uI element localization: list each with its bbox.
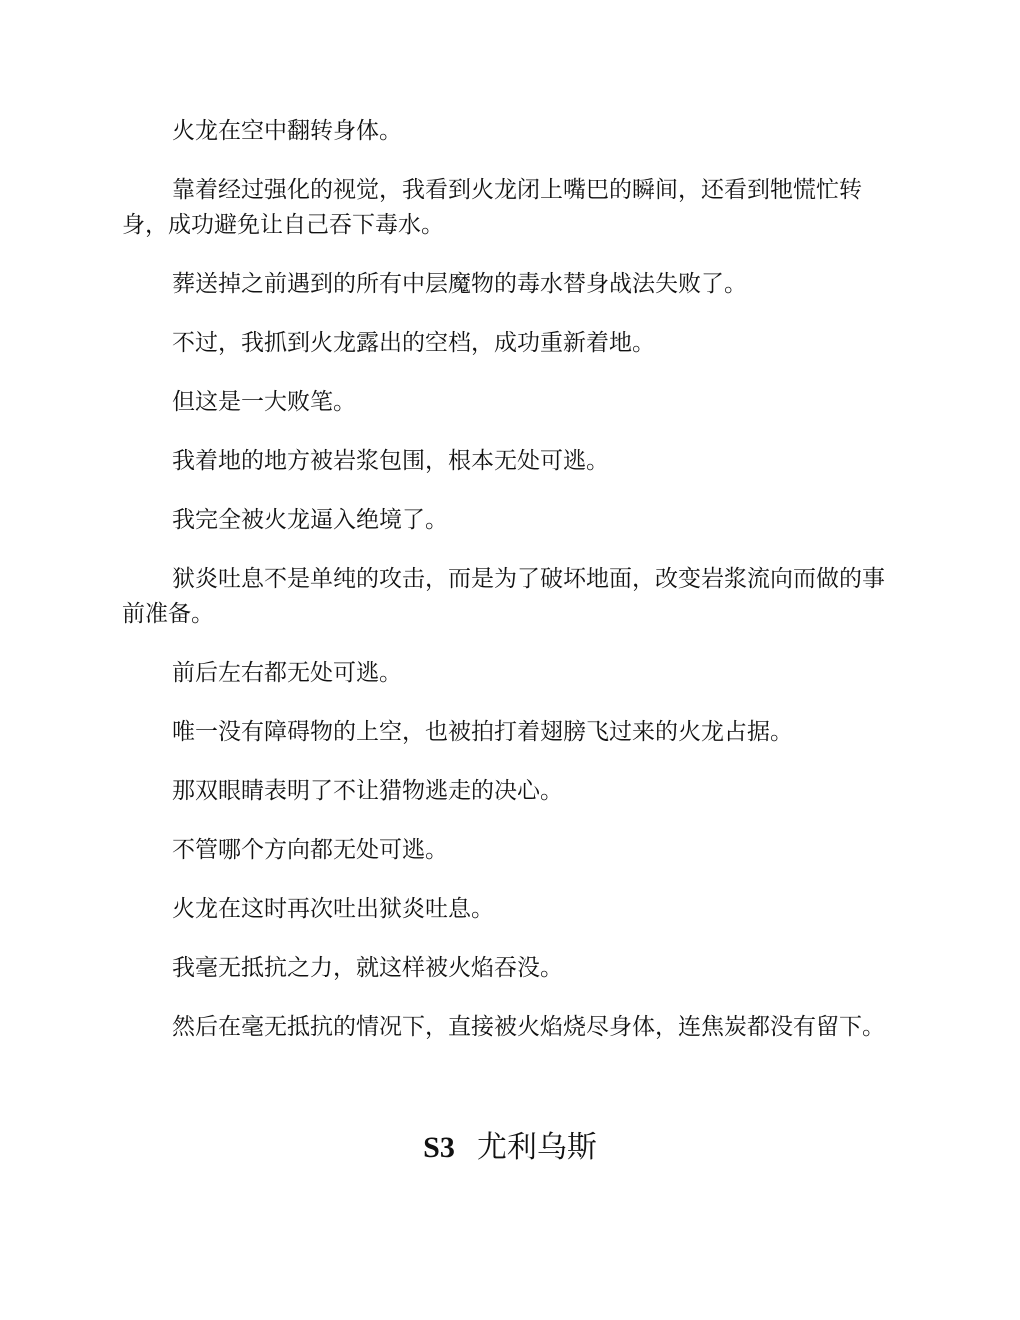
paragraph: 不管哪个方向都无处可逃。 xyxy=(172,837,448,863)
body-text xyxy=(122,114,898,1069)
paragraph: 不过，我抓到火龙露出的空档，成功重新着地。 xyxy=(172,330,655,356)
paragraph: 靠着经过强化的视觉，我看到火龙闭上嘴巴的瞬间，还看到牠慌忙转身，成功避免让自己吞下毒水。 xyxy=(122,177,862,238)
paragraph: 我完全被火龙逼入绝境了。 xyxy=(172,507,448,533)
paragraph: 唯一没有障碍物的上空，也被拍打着翅膀飞过来的火龙占据。 xyxy=(172,719,793,745)
chapter-heading xyxy=(0,1122,1020,1166)
paragraph: 那双眼睛表明了不让猎物逃走的决心。 xyxy=(172,778,563,804)
paragraph: 然后在毫无抵抗的情况下，直接被火焰烧尽身体，连焦炭都没有留下。 xyxy=(172,1014,885,1040)
paragraph: 但这是一大败笔。 xyxy=(172,389,356,415)
paragraph: 火龙在空中翻转身体。 xyxy=(172,118,402,144)
paragraph: 前后左右都无处可逃。 xyxy=(172,660,402,686)
paragraph: 火龙在这时再次吐出狱炎吐息。 xyxy=(172,896,494,922)
paragraph: 狱炎吐息不是单纯的攻击，而是为了破坏地面，改变岩浆流向而做的事前准备。 xyxy=(122,566,885,627)
paragraph: 我毫无抵抗之力，就这样被火焰吞没。 xyxy=(172,955,563,981)
chapter-number: S3 xyxy=(423,1131,455,1164)
paragraph: 我着地的地方被岩浆包围，根本无处可逃。 xyxy=(172,448,609,474)
paragraph: 葬送掉之前遇到的所有中层魔物的毒水替身战法失败了。 xyxy=(172,271,747,297)
chapter-title: 尤利乌斯 xyxy=(476,1130,597,1165)
